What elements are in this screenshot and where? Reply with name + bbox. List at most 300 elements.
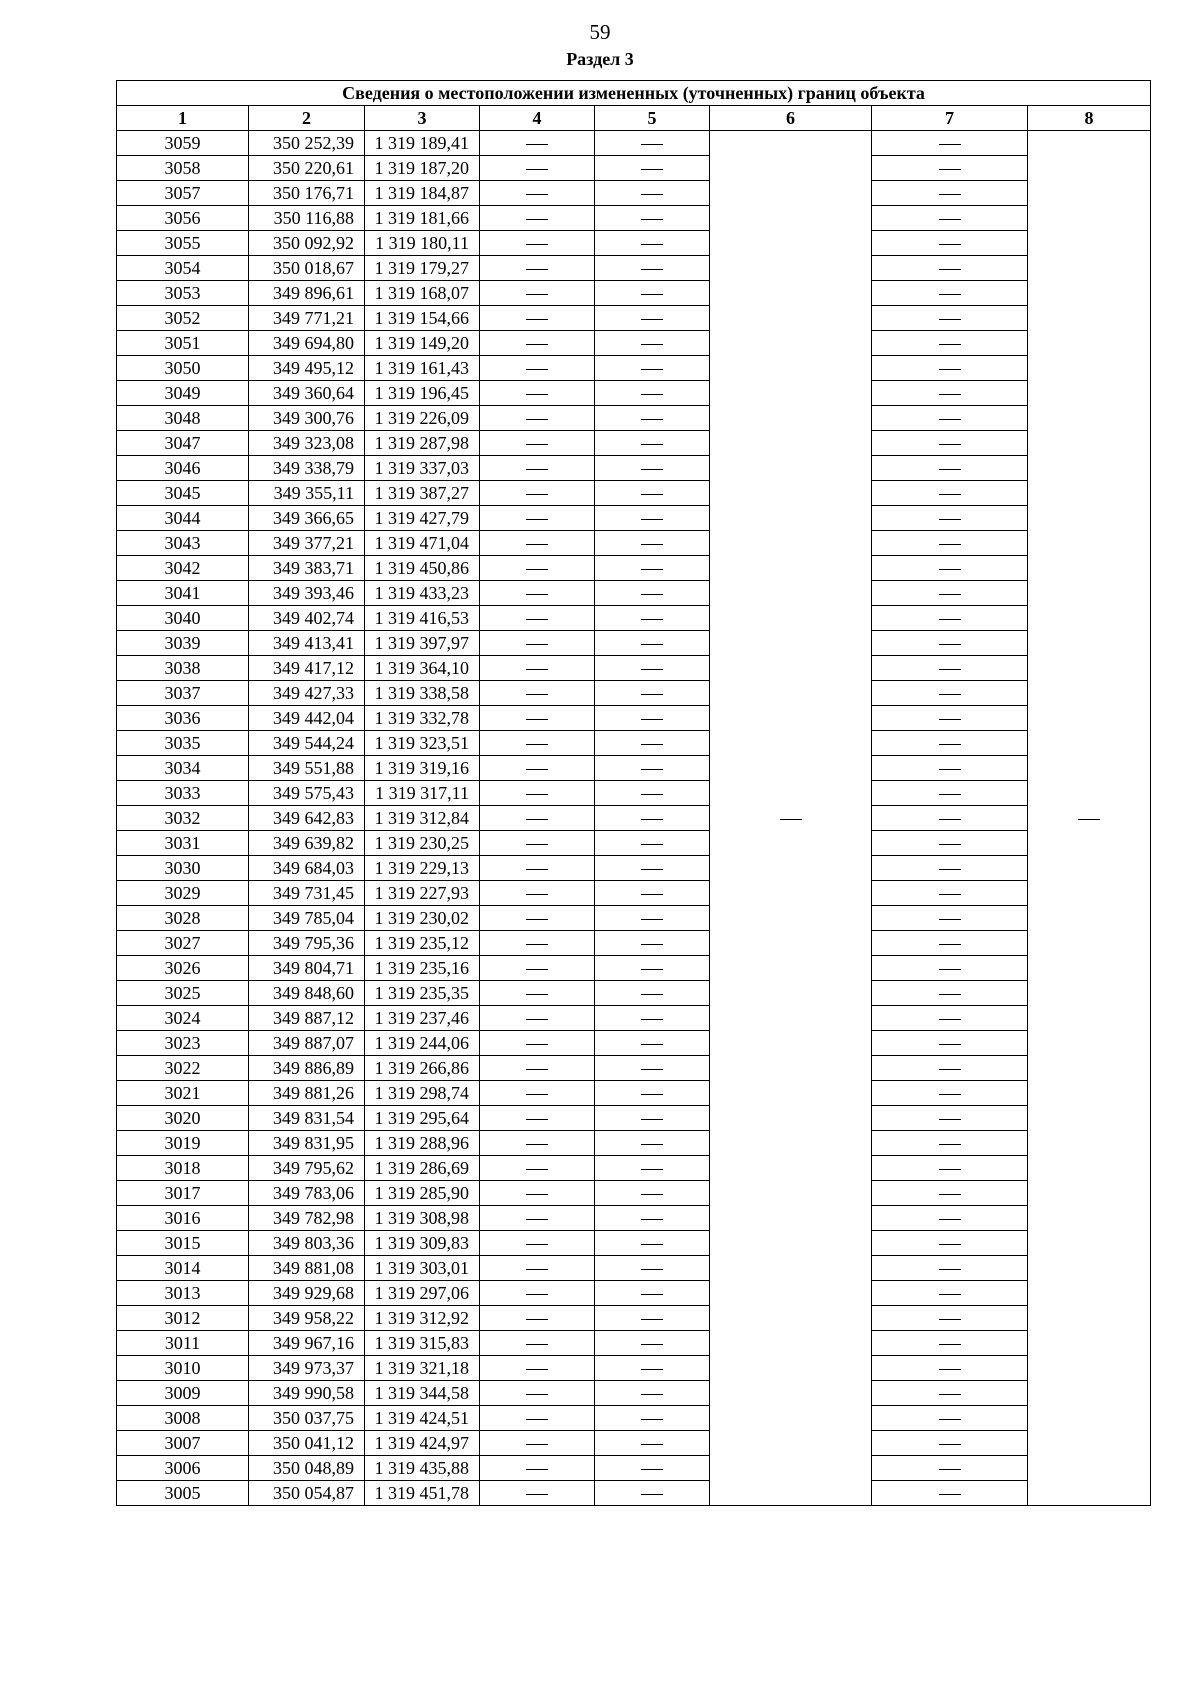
dash-mark [641,1419,663,1420]
dash-mark [641,394,663,395]
dash-mark [641,269,663,270]
column-7-cell [872,481,1028,506]
y-coordinate-cell: 1 319 244,06 [365,1031,480,1056]
y-coordinate-cell: 1 319 387,27 [365,481,480,506]
x-coordinate-cell: 350 116,88 [249,206,365,231]
dash-mark [939,969,961,970]
dash-mark [939,844,961,845]
dash-mark [526,594,548,595]
table-row [117,256,1151,281]
dash-mark [526,569,548,570]
column-7-cell [872,806,1028,831]
x-coordinate-cell: 349 300,76 [249,406,365,431]
column-5-cell [595,181,710,206]
table-row [117,631,1151,656]
column-5-cell [595,1406,710,1431]
column-4-cell [480,1031,595,1056]
y-coordinate-cell: 1 319 286,69 [365,1156,480,1181]
column-7-cell [872,1181,1028,1206]
dash-mark [526,1344,548,1345]
dash-mark [939,294,961,295]
point-number-cell: 3053 [117,281,249,306]
column-7-cell [872,1131,1028,1156]
dash-mark [641,1069,663,1070]
dash-mark [641,294,663,295]
column-7-cell [872,906,1028,931]
dash-mark [641,219,663,220]
dash-mark [939,369,961,370]
point-number-cell: 3058 [117,156,249,181]
column-7-cell [872,1331,1028,1356]
y-coordinate-cell: 1 319 424,51 [365,1406,480,1431]
y-coordinate-cell: 1 319 161,43 [365,356,480,381]
column-5-cell [595,431,710,456]
dash-mark [526,1294,548,1295]
y-coordinate-cell: 1 319 416,53 [365,606,480,631]
column-5-cell [595,406,710,431]
dash-mark [526,969,548,970]
dash-mark [526,1019,548,1020]
y-coordinate-cell: 1 319 230,25 [365,831,480,856]
dash-mark [526,1319,548,1320]
dash-mark [641,1344,663,1345]
table-row [117,1131,1151,1156]
y-coordinate-cell: 1 319 196,45 [365,381,480,406]
column-7-cell [872,931,1028,956]
column-7-cell [872,231,1028,256]
dash-mark [526,1094,548,1095]
point-number-cell: 3037 [117,681,249,706]
column-4-cell [480,481,595,506]
dash-mark [939,594,961,595]
column-5-cell [595,481,710,506]
dash-mark [641,494,663,495]
column-5-cell [595,1056,710,1081]
dash-mark [641,1269,663,1270]
dash-mark [939,1469,961,1470]
column-4-cell [480,631,595,656]
table-row [117,531,1151,556]
column-4-cell [480,506,595,531]
column-7-cell [872,181,1028,206]
column-4-cell [480,906,595,931]
column-4-cell [480,256,595,281]
dash-mark [526,1369,548,1370]
column-4-cell [480,381,595,406]
column-5-cell [595,606,710,631]
column-5-cell [595,756,710,781]
column-5-cell [595,1231,710,1256]
x-coordinate-cell: 349 967,16 [249,1331,365,1356]
x-coordinate-cell: 349 323,08 [249,431,365,456]
dash-mark [939,494,961,495]
dash-mark [939,944,961,945]
dash-mark [939,1069,961,1070]
column-5-cell [595,1381,710,1406]
table-row [117,156,1151,181]
table-row [117,1356,1151,1381]
column-5-cell [595,156,710,181]
y-coordinate-cell: 1 319 226,09 [365,406,480,431]
x-coordinate-cell: 349 731,45 [249,881,365,906]
column-7-cell [872,856,1028,881]
y-coordinate-cell: 1 319 237,46 [365,1006,480,1031]
column-5-cell [595,706,710,731]
column-4-cell [480,1481,595,1506]
dash-mark [641,744,663,745]
dash-mark [641,569,663,570]
dash-mark [526,994,548,995]
table-row [117,1481,1151,1506]
y-coordinate-cell: 1 319 287,98 [365,431,480,456]
point-number-cell: 3023 [117,1031,249,1056]
column-4-cell [480,881,595,906]
column-7-cell [872,1306,1028,1331]
point-number-cell: 3045 [117,481,249,506]
dash-mark [526,669,548,670]
table-row [117,1406,1151,1431]
dash-mark [939,544,961,545]
column-header-5: 5 [595,106,710,131]
dash-mark [641,694,663,695]
point-number-cell: 3054 [117,256,249,281]
x-coordinate-cell: 349 642,83 [249,806,365,831]
point-number-cell: 3008 [117,1406,249,1431]
dash-mark [641,869,663,870]
table-row [117,231,1151,256]
dash-mark [939,1494,961,1495]
column-header-8: 8 [1028,106,1151,131]
y-coordinate-cell: 1 319 235,35 [365,981,480,1006]
column-4-cell [480,1356,595,1381]
column-5-cell [595,931,710,956]
dash-mark [939,1244,961,1245]
x-coordinate-cell: 349 831,95 [249,1131,365,1156]
dash-mark [939,1219,961,1220]
x-coordinate-cell: 349 495,12 [249,356,365,381]
dash-mark [641,944,663,945]
dash-mark [526,144,548,145]
x-coordinate-cell: 349 544,24 [249,731,365,756]
x-coordinate-cell: 350 252,39 [249,131,365,156]
x-coordinate-cell: 349 355,11 [249,481,365,506]
column-7-cell [872,781,1028,806]
column-header-6: 6 [710,106,872,131]
column-5-cell [595,1156,710,1181]
dash-mark [641,1469,663,1470]
dash-mark [939,1319,961,1320]
table-row [117,656,1151,681]
dash-mark [641,719,663,720]
y-coordinate-cell: 1 319 433,23 [365,581,480,606]
column-7-cell [872,406,1028,431]
point-number-cell: 3047 [117,431,249,456]
column-5-cell [595,256,710,281]
y-coordinate-cell: 1 319 397,97 [365,631,480,656]
y-coordinate-cell: 1 319 427,79 [365,506,480,531]
y-coordinate-cell: 1 319 154,66 [365,306,480,331]
dash-mark [526,194,548,195]
column-4-cell [480,1206,595,1231]
table-row [117,406,1151,431]
column-7-cell [872,281,1028,306]
x-coordinate-cell: 349 896,61 [249,281,365,306]
column-7-cell [872,381,1028,406]
x-coordinate-cell: 349 338,79 [249,456,365,481]
point-number-cell: 3015 [117,1231,249,1256]
column-4-cell [480,1381,595,1406]
column-4-cell [480,181,595,206]
column-4-cell [480,1256,595,1281]
dash-mark [526,1069,548,1070]
dash-mark [526,469,548,470]
dash-mark [526,244,548,245]
column-5-cell [595,906,710,931]
dash-mark [526,519,548,520]
dash-mark [526,1119,548,1120]
dash-mark [641,669,663,670]
column-5-cell [595,1006,710,1031]
dash-mark [939,269,961,270]
column-4-cell [480,1131,595,1156]
column-7-cell [872,731,1028,756]
dash-mark [641,1094,663,1095]
y-coordinate-cell: 1 319 235,16 [365,956,480,981]
table-row [117,556,1151,581]
dash-mark [939,669,961,670]
point-number-cell: 3049 [117,381,249,406]
table-row [117,1006,1151,1031]
column-7-cell [872,981,1028,1006]
dash-mark [939,1444,961,1445]
dash-mark [641,319,663,320]
column-4-cell [480,406,595,431]
boundary-coordinates-table [116,80,1151,1506]
column-5-cell [595,806,710,831]
point-number-cell: 3051 [117,331,249,356]
dash-mark [526,619,548,620]
column-4-cell [480,1056,595,1081]
point-number-cell: 3034 [117,756,249,781]
dash-mark [939,519,961,520]
table-row [117,856,1151,881]
column-4-cell [480,756,595,781]
dash-mark [939,894,961,895]
point-number-cell: 3042 [117,556,249,581]
table-row [117,356,1151,381]
column-7-cell [872,1356,1028,1381]
column-5-cell [595,1181,710,1206]
y-coordinate-cell: 1 319 303,01 [365,1256,480,1281]
point-number-cell: 3059 [117,131,249,156]
column-7-cell [872,1281,1028,1306]
column-header-2: 2 [249,106,365,131]
y-coordinate-cell: 1 319 288,96 [365,1131,480,1156]
column-7-cell [872,1406,1028,1431]
point-number-cell: 3039 [117,631,249,656]
column-6-merged-cell [710,131,872,1506]
column-5-cell [595,1081,710,1106]
point-number-cell: 3024 [117,1006,249,1031]
table-row [117,756,1151,781]
column-5-cell [595,281,710,306]
dash-mark [526,1269,548,1270]
point-number-cell: 3025 [117,981,249,1006]
column-7-cell [872,531,1028,556]
x-coordinate-cell: 349 366,65 [249,506,365,531]
column-5-cell [595,881,710,906]
point-number-cell: 3044 [117,506,249,531]
column-7-cell [872,606,1028,631]
column-7-cell [872,581,1028,606]
column-7-cell [872,431,1028,456]
dash-mark [939,694,961,695]
column-4-cell [480,1331,595,1356]
column-7-cell [872,506,1028,531]
column-5-cell [595,1331,710,1356]
table-row [117,1231,1151,1256]
x-coordinate-cell: 349 771,21 [249,306,365,331]
dash-mark [641,519,663,520]
point-number-cell: 3029 [117,881,249,906]
dash-mark [641,444,663,445]
column-5-cell [595,556,710,581]
x-coordinate-cell: 349 639,82 [249,831,365,856]
dash-mark [939,1169,961,1170]
y-coordinate-cell: 1 319 317,11 [365,781,480,806]
column-7-cell [872,306,1028,331]
dash-mark [526,844,548,845]
column-4-cell [480,931,595,956]
dash-mark [526,894,548,895]
dash-mark [526,369,548,370]
table-row [117,806,1151,831]
x-coordinate-cell: 349 804,71 [249,956,365,981]
column-5-cell [595,531,710,556]
column-4-cell [480,781,595,806]
y-coordinate-cell: 1 319 321,18 [365,1356,480,1381]
dash-mark [641,144,663,145]
column-4-cell [480,331,595,356]
point-number-cell: 3011 [117,1331,249,1356]
table-row [117,831,1151,856]
dash-mark [939,469,961,470]
dash-mark [939,1019,961,1020]
dash-mark [526,719,548,720]
y-coordinate-cell: 1 319 312,92 [365,1306,480,1331]
dash-mark [939,244,961,245]
dash-mark [939,819,961,820]
table-row [117,681,1151,706]
column-4-cell [480,356,595,381]
table-row [117,1306,1151,1331]
table-row [117,181,1151,206]
column-4-cell [480,606,595,631]
x-coordinate-cell: 349 795,62 [249,1156,365,1181]
column-4-cell [480,681,595,706]
column-7-cell [872,1231,1028,1256]
x-coordinate-cell: 349 377,21 [249,531,365,556]
x-coordinate-cell: 349 551,88 [249,756,365,781]
column-4-cell [480,706,595,731]
y-coordinate-cell: 1 319 309,83 [365,1231,480,1256]
y-coordinate-cell: 1 319 227,93 [365,881,480,906]
column-5-cell [595,631,710,656]
point-number-cell: 3056 [117,206,249,231]
column-7-cell [872,656,1028,681]
y-coordinate-cell: 1 319 295,64 [365,1106,480,1131]
column-7-cell [872,1481,1028,1506]
table-row [117,581,1151,606]
column-4-cell [480,831,595,856]
column-number-row [117,106,1151,131]
point-number-cell: 3052 [117,306,249,331]
column-4-cell [480,981,595,1006]
dash-mark [641,1244,663,1245]
x-coordinate-cell: 350 176,71 [249,181,365,206]
y-coordinate-cell: 1 319 424,97 [365,1431,480,1456]
dash-mark [526,269,548,270]
column-7-cell [872,1106,1028,1131]
x-coordinate-cell: 349 973,37 [249,1356,365,1381]
dash-mark [526,294,548,295]
dash-mark [526,1244,548,1245]
table-row [117,1206,1151,1231]
y-coordinate-cell: 1 319 344,58 [365,1381,480,1406]
point-number-cell: 3012 [117,1306,249,1331]
y-coordinate-cell: 1 319 298,74 [365,1081,480,1106]
column-4-cell [480,731,595,756]
point-number-cell: 3026 [117,956,249,981]
column-5-cell [595,1456,710,1481]
dash-mark [641,419,663,420]
column-4-cell [480,131,595,156]
dash-mark [939,719,961,720]
column-7-cell [872,156,1028,181]
dash-mark [939,1194,961,1195]
point-number-cell: 3027 [117,931,249,956]
dash-mark [526,694,548,695]
point-number-cell: 3041 [117,581,249,606]
x-coordinate-cell: 350 048,89 [249,1456,365,1481]
table-row [117,731,1151,756]
table-row [117,481,1151,506]
dash-mark [641,169,663,170]
dash-mark [939,869,961,870]
y-coordinate-cell: 1 319 235,12 [365,931,480,956]
dash-mark [641,994,663,995]
dash-mark [939,619,961,620]
y-coordinate-cell: 1 319 364,10 [365,656,480,681]
y-coordinate-cell: 1 319 229,13 [365,856,480,881]
x-coordinate-cell: 349 575,43 [249,781,365,806]
dash-mark [939,1269,961,1270]
x-coordinate-cell: 349 881,26 [249,1081,365,1106]
dash-mark [526,1144,548,1145]
table-row [117,281,1151,306]
column-4-cell [480,1156,595,1181]
column-7-cell [872,1431,1028,1456]
dash-mark [641,594,663,595]
dash-mark [641,794,663,795]
dash-mark [641,1044,663,1045]
y-coordinate-cell: 1 319 315,83 [365,1331,480,1356]
column-7-cell [872,1456,1028,1481]
dash-mark [526,744,548,745]
dash-mark [939,444,961,445]
table-row [117,1181,1151,1206]
dash-mark [526,1494,548,1495]
